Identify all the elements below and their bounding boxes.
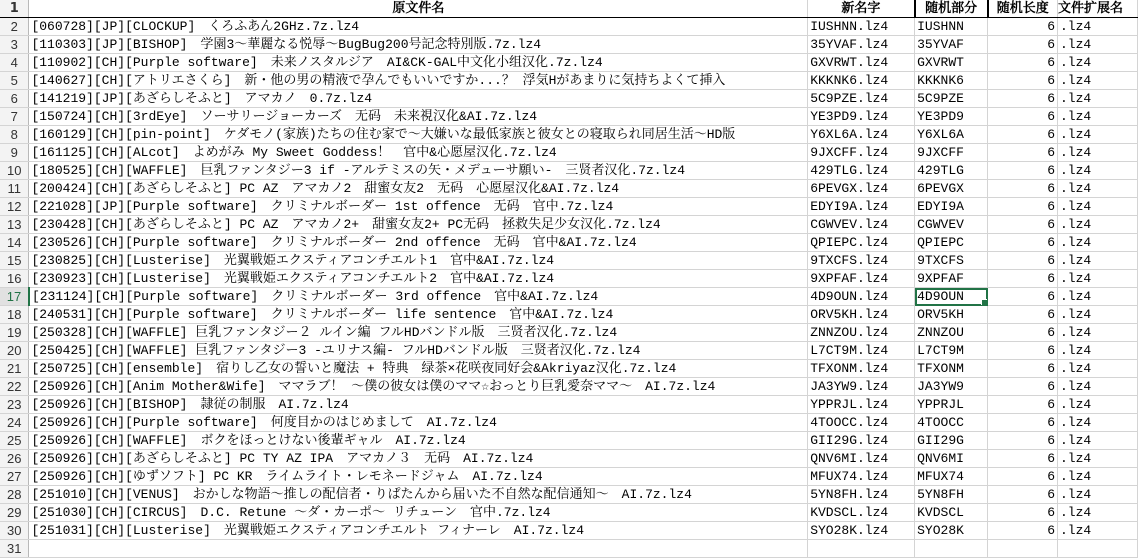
extension-cell[interactable]: .lz4	[1058, 504, 1138, 522]
row-header[interactable]: 11	[0, 180, 29, 198]
empty-cell[interactable]	[915, 540, 988, 558]
random-part-cell[interactable]: KKKNK6	[915, 72, 988, 90]
table-row	[0, 126, 1138, 144]
random-part-cell[interactable]: 35YVAF	[915, 36, 988, 54]
row-header[interactable]: 12	[0, 198, 29, 216]
extension-cell[interactable]: .lz4	[1058, 360, 1138, 378]
new-name-cell[interactable]: 9TXCFS.lz4	[808, 252, 915, 270]
extension-cell[interactable]: .lz4	[1058, 234, 1138, 252]
random-part-cell[interactable]: 9JXCFF	[915, 144, 988, 162]
table-row	[0, 36, 1138, 54]
extension-cell[interactable]: .lz4	[1058, 432, 1138, 450]
original-filename-cell[interactable]: [250926][CH][BISHOP] 隷従の制服 AI.7z.lz4	[29, 396, 808, 414]
original-filename-cell[interactable]: [200424][CH][あざらしそふと] PC AZ アマカノ2 甜蜜女友2 无码 心愿屋汉化&AI.7z.lz4	[29, 180, 808, 198]
original-filename-cell[interactable]: [141219][JP][あざらしそふと] アマカノ 0.7z.lz4	[29, 90, 808, 108]
random-length-cell[interactable]: 6	[988, 468, 1058, 486]
header-file-extension[interactable]: 文件扩展名	[1058, 0, 1138, 18]
row-header[interactable]: 4	[0, 54, 29, 72]
new-name-cell[interactable]: 6PEVGX.lz4	[808, 180, 915, 198]
random-length-cell[interactable]: 6	[988, 144, 1058, 162]
original-filename-cell[interactable]: [221028][JP][Purple software] クリミナルボーダー 1st offence 无码 官中.7z.lz4	[29, 198, 808, 216]
row-header[interactable]: 3	[0, 36, 29, 54]
random-length-cell[interactable]: 6	[988, 36, 1058, 54]
row-header[interactable]: 13	[0, 216, 29, 234]
original-filename-cell[interactable]: [180525][CH][WAFFLE] 巨乳ファンタジー3 if -アルテミスの矢・メデューサ願い- 三贤者汉化.7z.lz4	[29, 162, 808, 180]
extension-cell[interactable]: .lz4	[1058, 54, 1138, 72]
random-length-cell[interactable]: 6	[988, 90, 1058, 108]
row-header[interactable]: 18	[0, 306, 29, 324]
random-length-cell[interactable]: 6	[988, 216, 1058, 234]
table-row	[0, 18, 1138, 36]
original-filename-cell[interactable]: [060728][JP][CLOCKUP] くろふあん2GHz.7z.lz4	[29, 18, 808, 36]
row-header[interactable]: 15	[0, 252, 29, 270]
random-part-cell[interactable]: ZNNZOU	[915, 324, 988, 342]
original-filename-cell[interactable]: [250926][CH][Anim Mother&Wife] ママラブ！ ～僕の彼女は僕のママ☆おっとり巨乳愛奈ママ～ AI.7z.lz4	[29, 378, 808, 396]
table-row	[0, 450, 1138, 468]
extension-cell[interactable]: .lz4	[1058, 396, 1138, 414]
table-row	[0, 252, 1138, 270]
table-row	[0, 378, 1138, 396]
original-filename-cell[interactable]: [230428][CH][あざらしそふと] PC AZ アマカノ2+ 甜蜜女友2+ PC无码 拯救失足少女汉化.7z.lz4	[29, 216, 808, 234]
row-header[interactable]: 2	[0, 18, 29, 36]
original-filename-cell[interactable]: [160129][CH][pin-point] ケダモノ(家族)たちの住む家で～大嫌いな最低家族と彼女との寝取られ同居生活～HD版	[29, 126, 808, 144]
extension-cell[interactable]: .lz4	[1058, 90, 1138, 108]
random-part-cell[interactable]: GXVRWT	[915, 54, 988, 72]
row-header[interactable]: 26	[0, 450, 29, 468]
extension-cell[interactable]: .lz4	[1058, 288, 1138, 306]
row-header[interactable]: 30	[0, 522, 29, 540]
random-length-cell[interactable]: 6	[988, 486, 1058, 504]
row-header[interactable]: 10	[0, 162, 29, 180]
original-filename-cell[interactable]: [231124][CH][Purple software] クリミナルボーダー 3rd offence 官中&AI.7z.lz4	[29, 288, 808, 306]
table-row	[0, 198, 1138, 216]
new-name-cell[interactable]: L7CT9M.lz4	[808, 342, 915, 360]
row-header[interactable]: 1	[0, 0, 29, 18]
new-name-cell[interactable]: YE3PD9.lz4	[808, 108, 915, 126]
random-part-cell[interactable]: ORV5KH	[915, 306, 988, 324]
original-filename-cell[interactable]: [161125][CH][ALcot] よめがみ My Sweet Goddess！ 官中&心愿屋汉化.7z.lz4	[29, 144, 808, 162]
extension-cell[interactable]: .lz4	[1058, 108, 1138, 126]
table-row	[0, 180, 1138, 198]
row-header[interactable]: 23	[0, 396, 29, 414]
original-filename-cell[interactable]: [110902][CH][Purple software] 未来ノスタルジア AI&CK-GAL中文化小组汉化.7z.lz4	[29, 54, 808, 72]
random-part-cell[interactable]: GII29G	[915, 432, 988, 450]
row-header[interactable]: 22	[0, 378, 29, 396]
new-name-cell[interactable]: Y6XL6A.lz4	[808, 126, 915, 144]
new-name-cell[interactable]: YPPRJL.lz4	[808, 396, 915, 414]
random-length-cell[interactable]: 6	[988, 504, 1058, 522]
extension-cell[interactable]: .lz4	[1058, 378, 1138, 396]
table-row	[0, 288, 1138, 306]
original-filename-cell[interactable]: [250725][CH][ensemble] 宿りし乙女の誓いと魔法 + 特典 绿茶×花咲夜同好会&Akriyaz汉化.7z.lz4	[29, 360, 808, 378]
new-name-cell[interactable]: QPIEPC.lz4	[808, 234, 915, 252]
random-part-cell[interactable]: IUSHNN	[915, 18, 988, 36]
new-name-cell[interactable]: GII29G.lz4	[808, 432, 915, 450]
random-part-cell[interactable]: SYO28K	[915, 522, 988, 540]
random-part-cell[interactable]: QNV6MI	[915, 450, 988, 468]
random-length-cell[interactable]: 6	[988, 414, 1058, 432]
random-length-cell[interactable]: 6	[988, 108, 1058, 126]
original-filename-cell[interactable]: [250328][CH][WAFFLE] 巨乳ファンタジー２ ルイン編 フルHDバンドル版 三贤者汉化.7z.lz4	[29, 324, 808, 342]
original-filename-cell[interactable]: [251030][CH][CIRCUS] D.C. Retune ～ダ・カーポ～ リチューン 官中.7z.lz4	[29, 504, 808, 522]
header-new-name[interactable]: 新名字	[808, 0, 915, 18]
random-part-cell[interactable]: Y6XL6A	[915, 126, 988, 144]
row-header[interactable]: 8	[0, 126, 29, 144]
random-length-cell[interactable]: 6	[988, 72, 1058, 90]
random-length-cell[interactable]: 6	[988, 270, 1058, 288]
row-header[interactable]: 31	[0, 540, 29, 558]
new-name-cell[interactable]: CGWVEV.lz4	[808, 216, 915, 234]
random-part-cell[interactable]: 9TXCFS	[915, 252, 988, 270]
extension-cell[interactable]: .lz4	[1058, 198, 1138, 216]
extension-cell[interactable]: .lz4	[1058, 270, 1138, 288]
table-row	[0, 360, 1138, 378]
empty-cell[interactable]	[808, 540, 915, 558]
new-name-cell[interactable]: GXVRWT.lz4	[808, 54, 915, 72]
random-length-cell[interactable]: 6	[988, 342, 1058, 360]
row-header[interactable]: 25	[0, 432, 29, 450]
table-row	[0, 72, 1138, 90]
table-row	[0, 270, 1138, 288]
row-header[interactable]: 9	[0, 144, 29, 162]
original-filename-cell[interactable]: [110303][JP][BISHOP] 学園3～華麗なる悦辱～BugBug200号記念特別版.7z.lz4	[29, 36, 808, 54]
row-header[interactable]: 6	[0, 90, 29, 108]
new-name-cell[interactable]: SYO28K.lz4	[808, 522, 915, 540]
row-header[interactable]: 14	[0, 234, 29, 252]
extension-cell[interactable]: .lz4	[1058, 180, 1138, 198]
empty-row	[0, 540, 1138, 558]
new-name-cell[interactable]: 4TOOCC.lz4	[808, 414, 915, 432]
new-name-cell[interactable]: EDYI9A.lz4	[808, 198, 915, 216]
table-row	[0, 90, 1138, 108]
row-header[interactable]: 29	[0, 504, 29, 522]
original-filename-cell[interactable]: [230923][CH][Lusterise] 光翼戦姫エクスティアコンチエルト2 官中&AI.7z.lz4	[29, 270, 808, 288]
random-length-cell[interactable]: 6	[988, 396, 1058, 414]
original-filename-cell[interactable]: [250926][CH][ゆずソフト] PC KR ライムライト・レモネードジャム AI.7z.lz4	[29, 468, 808, 486]
new-name-cell[interactable]: IUSHNN.lz4	[808, 18, 915, 36]
random-part-cell[interactable]: 5C9PZE	[915, 90, 988, 108]
original-filename-cell[interactable]: [250425][CH][WAFFLE] 巨乳ファンタジー3 -ユリナス編- フルHDバンドル版 三贤者汉化.7z.lz4	[29, 342, 808, 360]
new-name-cell[interactable]: ORV5KH.lz4	[808, 306, 915, 324]
extension-cell[interactable]: .lz4	[1058, 306, 1138, 324]
random-length-cell[interactable]: 6	[988, 522, 1058, 540]
random-part-cell[interactable]: TFXONM	[915, 360, 988, 378]
table-row	[0, 144, 1138, 162]
header-random-part[interactable]: 随机部分	[915, 0, 988, 18]
table-row	[0, 108, 1138, 126]
row-header[interactable]: 20	[0, 342, 29, 360]
original-filename-cell[interactable]: [230526][CH][Purple software] クリミナルボーダー 2nd offence 无码 官中&AI.7z.lz4	[29, 234, 808, 252]
table-row	[0, 504, 1138, 522]
new-name-cell[interactable]: TFXONM.lz4	[808, 360, 915, 378]
random-length-cell[interactable]: 6	[988, 324, 1058, 342]
extension-cell[interactable]: .lz4	[1058, 486, 1138, 504]
random-part-cell[interactable]: EDYI9A	[915, 198, 988, 216]
random-part-cell[interactable]: JA3YW9	[915, 378, 988, 396]
original-filename-cell[interactable]: [251031][CH][Lusterise] 光翼戦姫エクスティアコンチエルト フィナーレ AI.7z.lz4	[29, 522, 808, 540]
random-length-cell[interactable]: 6	[988, 162, 1058, 180]
random-length-cell[interactable]: 6	[988, 288, 1058, 306]
extension-cell[interactable]: .lz4	[1058, 252, 1138, 270]
row-header[interactable]: 16	[0, 270, 29, 288]
row-header[interactable]: 27	[0, 468, 29, 486]
random-part-cell[interactable]: KVDSCL	[915, 504, 988, 522]
random-length-cell[interactable]: 6	[988, 360, 1058, 378]
random-part-cell[interactable]: L7CT9M	[915, 342, 988, 360]
new-name-cell[interactable]: JA3YW9.lz4	[808, 378, 915, 396]
extension-cell[interactable]: .lz4	[1058, 144, 1138, 162]
original-filename-cell[interactable]: [240531][CH][Purple software] クリミナルボーダー life sentence 官中&AI.7z.lz4	[29, 306, 808, 324]
table-row	[0, 396, 1138, 414]
original-filename-cell[interactable]: [140627][CH][アトリエさくら] 新・他の男の精液で孕んでもいいですか...？ 浮気Hがあまりに気持ちよくて挿入	[29, 72, 808, 90]
new-name-cell[interactable]: MFUX74.lz4	[808, 468, 915, 486]
row-header[interactable]: 24	[0, 414, 29, 432]
original-filename-cell[interactable]: [250926][CH][Purple software] 何度目かのはじめまして AI.7z.lz4	[29, 414, 808, 432]
new-name-cell[interactable]: 5YN8FH.lz4	[808, 486, 915, 504]
new-name-cell[interactable]: QNV6MI.lz4	[808, 450, 915, 468]
table-row	[0, 54, 1138, 72]
new-name-cell[interactable]: 9JXCFF.lz4	[808, 144, 915, 162]
empty-cell[interactable]	[29, 540, 808, 558]
table-row	[0, 216, 1138, 234]
header-row	[0, 0, 1138, 18]
extension-cell[interactable]: .lz4	[1058, 468, 1138, 486]
extension-cell[interactable]: .lz4	[1058, 72, 1138, 90]
row-header[interactable]: 17	[0, 288, 29, 306]
new-name-cell[interactable]: 4D9OUN.lz4	[808, 288, 915, 306]
random-part-cell[interactable]: 6PEVGX	[915, 180, 988, 198]
table-row	[0, 324, 1138, 342]
table-row	[0, 522, 1138, 540]
random-part-cell[interactable]: 429TLG	[915, 162, 988, 180]
random-length-cell[interactable]: 6	[988, 198, 1058, 216]
new-name-cell[interactable]: 429TLG.lz4	[808, 162, 915, 180]
empty-cell[interactable]	[1058, 540, 1138, 558]
original-filename-cell[interactable]: [150724][CH][3rdEye] ソーサリージョーカーズ 无码 未来視汉化&AI.7z.lz4	[29, 108, 808, 126]
row-header[interactable]: 21	[0, 360, 29, 378]
random-length-cell[interactable]: 6	[988, 306, 1058, 324]
table-row	[0, 414, 1138, 432]
row-header[interactable]: 5	[0, 72, 29, 90]
random-length-cell[interactable]: 6	[988, 54, 1058, 72]
extension-cell[interactable]: .lz4	[1058, 216, 1138, 234]
empty-cell[interactable]	[988, 540, 1058, 558]
extension-cell[interactable]: .lz4	[1058, 450, 1138, 468]
new-name-cell[interactable]: KVDSCL.lz4	[808, 504, 915, 522]
header-original-filename[interactable]: 原文件名	[29, 0, 808, 18]
random-length-cell[interactable]: 6	[988, 252, 1058, 270]
new-name-cell[interactable]: KKKNK6.lz4	[808, 72, 915, 90]
new-name-cell[interactable]: 9XPFAF.lz4	[808, 270, 915, 288]
original-filename-cell[interactable]: [251010][CH][VENUS] おかしな物語～推しの配信者・りぱたんから届いた不自然な配信通知～ AI.7z.lz4	[29, 486, 808, 504]
extension-cell[interactable]: .lz4	[1058, 522, 1138, 540]
random-part-cell[interactable]: 4D9OUN	[915, 288, 988, 306]
new-name-cell[interactable]: 35YVAF.lz4	[808, 36, 915, 54]
random-part-cell[interactable]: YE3PD9	[915, 108, 988, 126]
random-part-cell[interactable]: QPIEPC	[915, 234, 988, 252]
table-row	[0, 306, 1138, 324]
table-row	[0, 234, 1138, 252]
extension-cell[interactable]: .lz4	[1058, 342, 1138, 360]
row-header[interactable]: 28	[0, 486, 29, 504]
row-header[interactable]: 7	[0, 108, 29, 126]
random-length-cell[interactable]: 6	[988, 180, 1058, 198]
random-part-cell[interactable]: 5YN8FH	[915, 486, 988, 504]
random-part-cell[interactable]: MFUX74	[915, 468, 988, 486]
random-part-cell[interactable]: 9XPFAF	[915, 270, 988, 288]
original-filename-cell[interactable]: [230825][CH][Lusterise] 光翼戦姫エクスティアコンチエルト1 官中&AI.7z.lz4	[29, 252, 808, 270]
extension-cell[interactable]: .lz4	[1058, 36, 1138, 54]
row-header[interactable]: 19	[0, 324, 29, 342]
table-row	[0, 486, 1138, 504]
original-filename-cell[interactable]: [250926][CH][あざらしそふと] PC TY AZ IPA アマカノ３ 无码 AI.7z.lz4	[29, 450, 808, 468]
table-row	[0, 468, 1138, 486]
random-length-cell[interactable]: 6	[988, 126, 1058, 144]
random-length-cell[interactable]: 6	[988, 432, 1058, 450]
random-length-cell[interactable]: 6	[988, 18, 1058, 36]
random-part-cell[interactable]: YPPRJL	[915, 396, 988, 414]
random-part-cell[interactable]: CGWVEV	[915, 216, 988, 234]
extension-cell[interactable]: .lz4	[1058, 162, 1138, 180]
extension-cell[interactable]: .lz4	[1058, 126, 1138, 144]
random-length-cell[interactable]: 6	[988, 450, 1058, 468]
random-length-cell[interactable]: 6	[988, 234, 1058, 252]
extension-cell[interactable]: .lz4	[1058, 414, 1138, 432]
table-row	[0, 162, 1138, 180]
table-row	[0, 432, 1138, 450]
random-part-cell[interactable]: 4TOOCC	[915, 414, 988, 432]
new-name-cell[interactable]: ZNNZOU.lz4	[808, 324, 915, 342]
header-random-length[interactable]: 随机长度	[988, 0, 1058, 18]
original-filename-cell[interactable]: [250926][CH][WAFFLE] ボクをほっとけない後輩ギャル AI.7z.lz4	[29, 432, 808, 450]
extension-cell[interactable]: .lz4	[1058, 18, 1138, 36]
table-row	[0, 342, 1138, 360]
extension-cell[interactable]: .lz4	[1058, 324, 1138, 342]
new-name-cell[interactable]: 5C9PZE.lz4	[808, 90, 915, 108]
random-length-cell[interactable]: 6	[988, 378, 1058, 396]
